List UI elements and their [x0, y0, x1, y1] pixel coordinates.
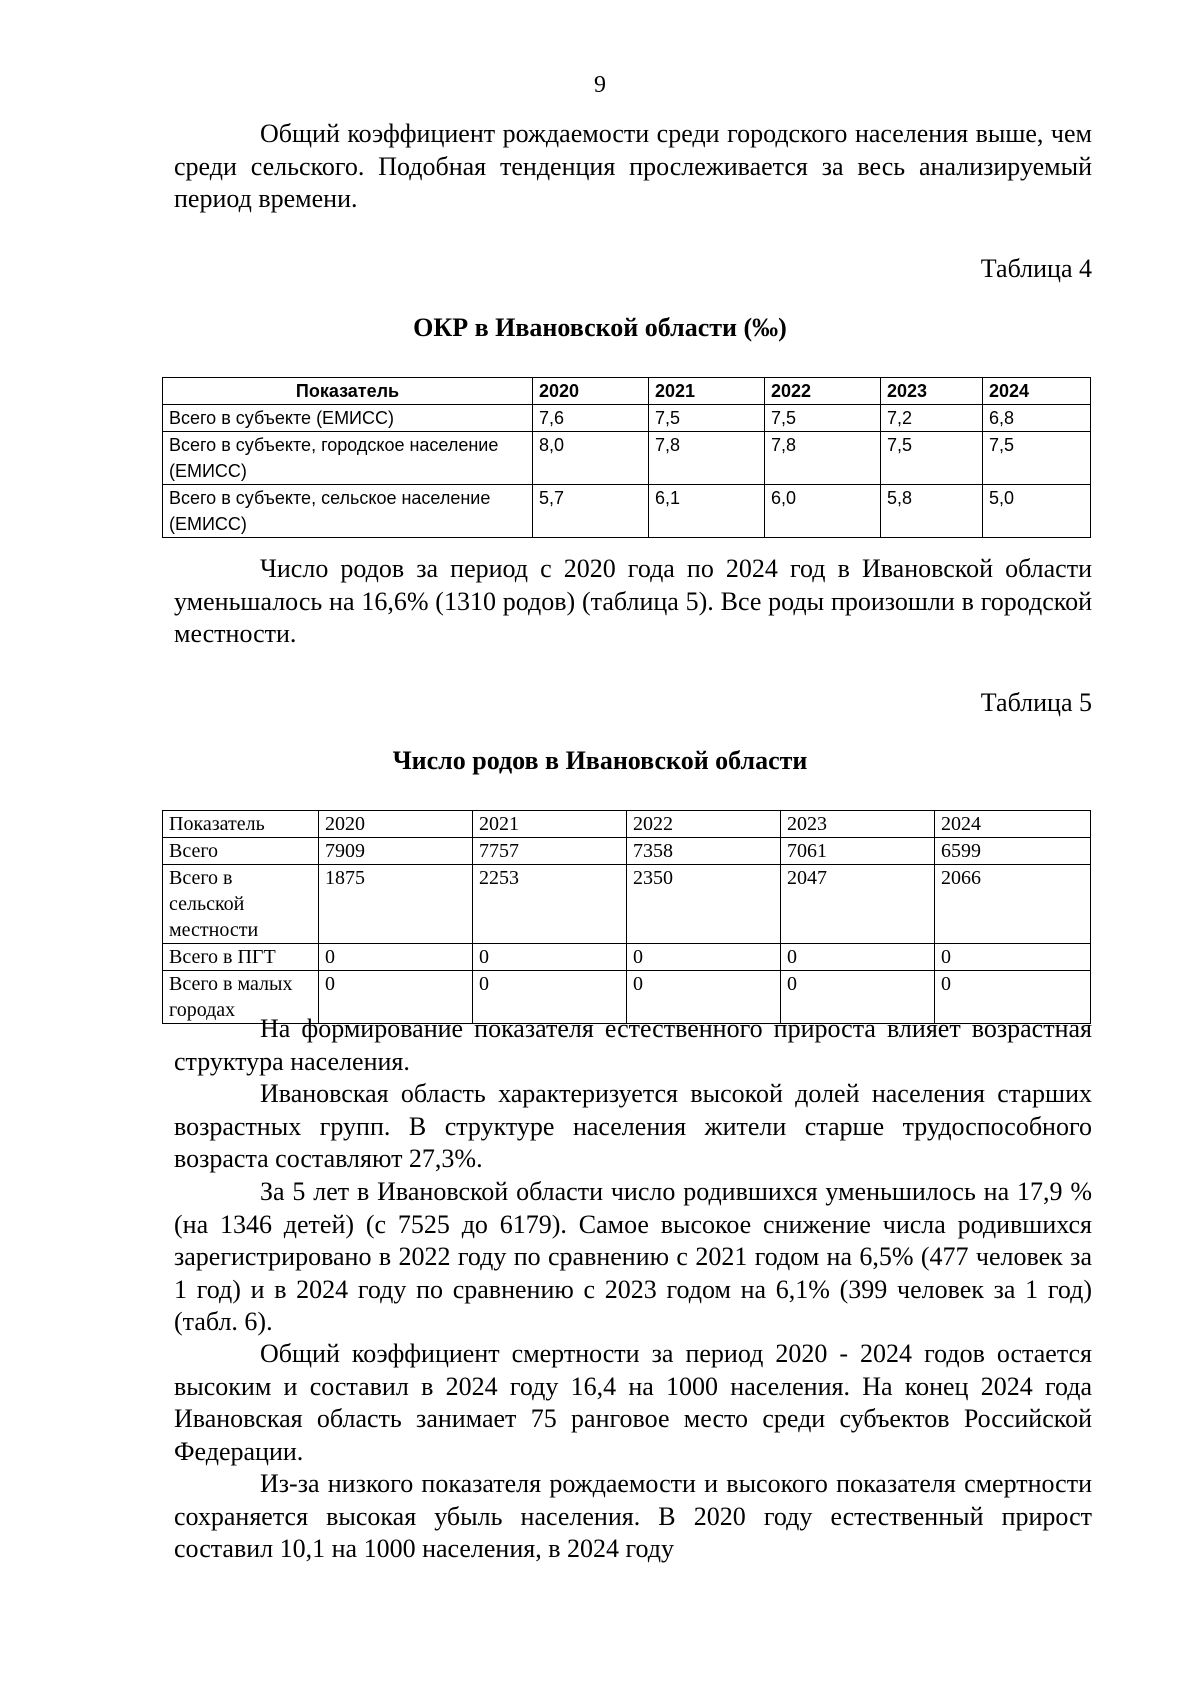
table-header-cell: 2020 — [319, 811, 473, 838]
table-cell: 0 — [627, 971, 781, 1024]
table-cell: 7061 — [781, 838, 935, 865]
table-cell: 0 — [319, 971, 473, 1024]
table-cell: 7,5 — [881, 432, 983, 485]
table-cell: 0 — [781, 944, 935, 971]
table-row — [163, 405, 1091, 432]
table-row-label: Всего — [163, 838, 319, 865]
table-cell: 2047 — [781, 865, 935, 944]
paragraph-urban-rural-birth-rate: Общий коэффициент рождаемости среди городского населения выше, чем среди сельского. Подобная тенденция прослеживается за весь анализируемый период времени. — [174, 119, 1092, 213]
table-cell: 7909 — [319, 838, 473, 865]
table-row-label: Всего в субъекте (ЕМИСС) — [163, 405, 533, 432]
table-header-cell: 2020 — [533, 378, 649, 405]
paragraph-age-structure: На формирование показателя естественного прироста влияет возрастная структура населения. — [174, 1014, 1092, 1076]
table-cell: 2253 — [473, 865, 627, 944]
table-cell: 0 — [473, 944, 627, 971]
table-5-title: Число родов в Ивановской области — [392, 746, 808, 775]
table-row — [163, 944, 1091, 971]
table-cell: 7,5 — [765, 405, 881, 432]
table-cell: 7,8 — [649, 432, 765, 485]
table-row — [163, 485, 1091, 538]
table-cell: 7,2 — [881, 405, 983, 432]
table-row-header — [163, 378, 1091, 405]
table-4-label: Таблица 4 — [980, 254, 1092, 283]
table-cell: 6,1 — [649, 485, 765, 538]
table-cell: 7,6 — [533, 405, 649, 432]
table-cell: 0 — [935, 944, 1091, 971]
table-row-label: Всего в малых городах — [163, 971, 319, 1024]
table-header-cell: 2023 — [881, 378, 983, 405]
table-cell: 0 — [627, 944, 781, 971]
table-cell: 2066 — [935, 865, 1091, 944]
paragraph-births-decline: Число родов за период с 2020 года по 2024 год в Ивановской области уменьшалось на 16,6% (1310 родов) (таблица 5). Все роды произошли в городской местности. — [174, 554, 1092, 648]
paragraph-natural-decrease: Из-за низкого показателя рождаемости и высокого показателя смертности сохраняется высокая убыль населения. В 2020 году естественный прирост составил 10,1 на 1000 населения, в 2024 году — [174, 1469, 1092, 1563]
table-cell: 5,7 — [533, 485, 649, 538]
table-header-cell: Показатель — [163, 378, 533, 405]
table-cell: 2350 — [627, 865, 781, 944]
table-cell: 0 — [319, 944, 473, 971]
paragraph-births-5-years: За 5 лет в Ивановской области число родившихся уменьшилось на 17,9 % (на 1346 детей) (с 7525 до 6179). Самое высокое снижение числа родившихся зарегистрировано в 2022 году по сравнению с 2021 годом на 6,5% (477 человек за 1 год) и в 2024 году по сравнению с 2023 годом на 6,1% (399 человек за 1 год) (табл. 6). — [174, 1177, 1092, 1336]
table-header-cell: Показатель — [163, 811, 319, 838]
table-row — [163, 838, 1091, 865]
table-cell: 0 — [935, 971, 1091, 1024]
table-row — [163, 432, 1091, 485]
table-row-header — [163, 811, 1091, 838]
table-cell: 8,0 — [533, 432, 649, 485]
table-cell: 6599 — [935, 838, 1091, 865]
table-cell: 0 — [473, 971, 627, 1024]
table-cell: 7757 — [473, 838, 627, 865]
table-row — [163, 865, 1091, 944]
table-row-label: Всего в сельской местности — [163, 865, 319, 944]
table-cell: 1875 — [319, 865, 473, 944]
table-header-cell: 2023 — [781, 811, 935, 838]
table-cell: 5,8 — [881, 485, 983, 538]
table-cell: 7,5 — [983, 432, 1091, 485]
table-header-cell: 2024 — [935, 811, 1091, 838]
table-cell: 7,8 — [765, 432, 881, 485]
table-5-label: Таблица 5 — [980, 688, 1092, 717]
table-header-cell: 2021 — [649, 378, 765, 405]
table-row-label: Всего в субъекте, городское население (ЕМИСС) — [163, 432, 533, 485]
paragraph-older-population: Ивановская область характеризуется высокой долей населения старших возрастных групп. В структуре населения жители старше трудоспособного возраста составляют 27,3%. — [174, 1079, 1092, 1173]
page-number: 9 — [594, 72, 606, 98]
table-header-cell: 2022 — [765, 378, 881, 405]
table-header-cell: 2024 — [983, 378, 1091, 405]
table-cell: 7,5 — [649, 405, 765, 432]
table-4-title: ОКР в Ивановской области (‰) — [413, 313, 787, 342]
table-row-label: Всего в ПГТ — [163, 944, 319, 971]
table-cell: 7358 — [627, 838, 781, 865]
table-header-cell: 2021 — [473, 811, 627, 838]
table-4 — [162, 377, 1091, 538]
table-cell: 6,8 — [983, 405, 1091, 432]
table-cell: 5,0 — [983, 485, 1091, 538]
table-5 — [162, 810, 1091, 1024]
paragraph-mortality: Общий коэффициент смертности за период 2020 - 2024 годов остается высоким и составил в 2024 году 16,4 на 1000 населения. На конец 2024 года Ивановская область занимает 75 ранговое место среди субъектов Российской Федерации. — [174, 1339, 1092, 1466]
table-cell: 0 — [781, 971, 935, 1024]
table-header-cell: 2022 — [627, 811, 781, 838]
table-cell: 6,0 — [765, 485, 881, 538]
table-row-label: Всего в субъекте, сельское население (ЕМИСС) — [163, 485, 533, 538]
